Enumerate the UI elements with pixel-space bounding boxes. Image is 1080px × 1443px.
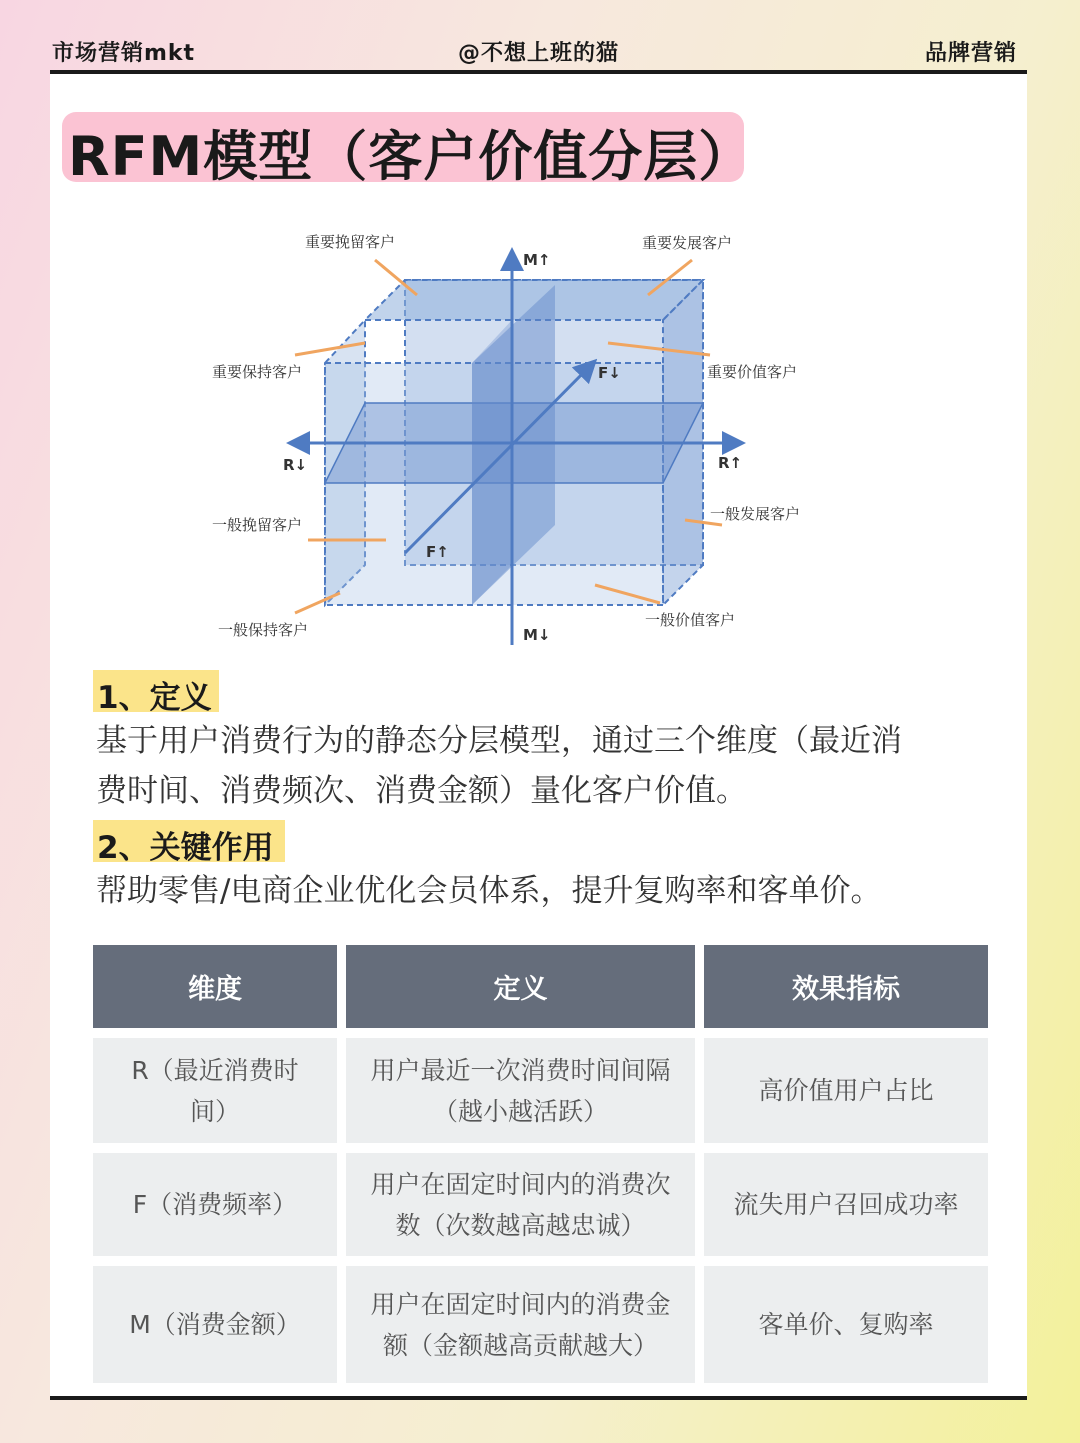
label-important-develop: 重要发展客户 bbox=[642, 234, 733, 252]
table-row-m-dimension bbox=[93, 1266, 337, 1383]
body-line: 帮助零售/电商企业优化会员体系，提升复购率和客单价。 bbox=[96, 873, 882, 909]
cell-line: 数（次数越高越忠诚） bbox=[395, 1210, 646, 1240]
page-title bbox=[62, 112, 754, 188]
table-header-metric: 效果指标 bbox=[704, 945, 988, 1028]
axis-label-r-up: R↑ bbox=[718, 454, 743, 472]
cell-line: 用户在固定时间内的消费金 bbox=[370, 1289, 671, 1319]
table-row-m-definition bbox=[346, 1266, 695, 1383]
table-header-dimension: 维度 bbox=[93, 945, 337, 1028]
cell-line: 额（金额越高贡献越大） bbox=[382, 1330, 658, 1360]
body-line: 费时间、消费频次、消费金额）量化客户价值。 bbox=[96, 773, 747, 809]
header-left-tag: 市场营销mkt bbox=[52, 41, 196, 66]
label-general-retain: 一般挽留客户 bbox=[212, 516, 303, 534]
axis-label-m-down: M↓ bbox=[523, 626, 551, 644]
label-general-develop: 一般发展客户 bbox=[710, 505, 801, 523]
cell-line: M（消费金额） bbox=[129, 1310, 301, 1339]
cell-line: 用户最近一次消费时间间隔 bbox=[370, 1055, 671, 1085]
label-important-value: 重要价值客户 bbox=[707, 363, 798, 381]
body-line: 基于用户消费行为的静态分层模型，通过三个维度（最近消 bbox=[96, 723, 902, 759]
page-title-text: RFM模型（客户价值分层） bbox=[68, 125, 754, 188]
cell-line: R（最近消费时 bbox=[131, 1055, 299, 1085]
bottom-divider bbox=[50, 1396, 1027, 1400]
section-heading-definition bbox=[93, 670, 219, 716]
axis-label-r-down: R↓ bbox=[283, 456, 308, 474]
section-body-definition bbox=[96, 716, 996, 816]
label-important-keep: 重要保持客户 bbox=[212, 363, 303, 381]
header-right-tag: 品牌营销 bbox=[924, 41, 1017, 66]
axis-label-m-up: M↑ bbox=[523, 251, 551, 269]
label-general-value: 一般价值客户 bbox=[645, 611, 736, 629]
header-author: @不想上班的猫 bbox=[457, 41, 619, 66]
table-row-r-definition bbox=[346, 1038, 695, 1143]
axis-label-f-down: F↓ bbox=[598, 364, 621, 382]
section-body-key-role bbox=[96, 866, 996, 916]
section-heading-text: 2、关键作用 bbox=[97, 830, 274, 866]
section-heading-key-role bbox=[93, 820, 285, 866]
top-bar bbox=[50, 36, 1027, 72]
table-row-m-metric: 客单价、复购率 bbox=[704, 1266, 988, 1383]
cell-line: （越小越活跃） bbox=[432, 1096, 608, 1126]
table-row-f-definition bbox=[346, 1153, 695, 1256]
rfm-cube-diagram bbox=[200, 215, 820, 655]
section-heading-text: 1、定义 bbox=[97, 680, 212, 716]
cell-line: F（消费频率） bbox=[132, 1190, 298, 1219]
cell-line: 用户在固定时间内的消费次 bbox=[370, 1169, 671, 1199]
table-row-f-dimension bbox=[93, 1153, 337, 1256]
table-row-f-metric: 流失用户召回成功率 bbox=[704, 1153, 988, 1256]
label-important-retain: 重要挽留客户 bbox=[305, 233, 396, 251]
label-general-keep: 一般保持客户 bbox=[218, 621, 309, 639]
cell-line: 间） bbox=[189, 1096, 240, 1126]
table-row-r-dimension bbox=[93, 1038, 337, 1143]
table-header-definition: 定义 bbox=[346, 945, 695, 1028]
table-row-r-metric: 高价值用户占比 bbox=[704, 1038, 988, 1143]
axis-label-f-up: F↑ bbox=[426, 543, 449, 561]
